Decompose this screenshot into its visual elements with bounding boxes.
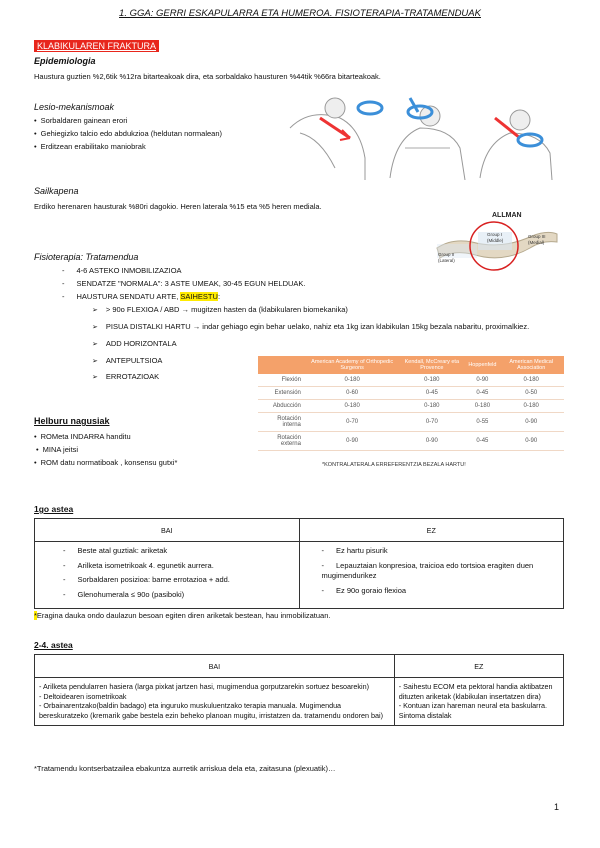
table-row: Extensión 0-60 0-45 0-45 0-50 xyxy=(258,387,564,400)
table-row: Rotación externa 0-90 0-90 0-45 0-90 xyxy=(258,432,564,451)
highlight-saihestu: SAIHESTU xyxy=(180,292,218,301)
list-item: - Arilketa pendularren hasiera (larga pixkat jartzen hasi, mugimendua gorputzarekin sortuez besoarekin) xyxy=(39,682,369,691)
lesio-list xyxy=(34,116,222,155)
group-1-label: Group I xyxy=(487,232,503,237)
list-item: - Lepauztaian konpresioa, traicioa edo tortsioa eragiten duen mugimendurikez xyxy=(322,561,556,582)
helburu-list xyxy=(34,432,177,471)
allman-diagram xyxy=(432,208,562,280)
list-item: - SENDATZE "NORMALA": 3 ASTE UMEAK, 30-45 EGUN HELDUAK. xyxy=(62,279,306,288)
helburu-heading: Helburu nagusiak xyxy=(34,416,110,426)
list-item: • MINA jeitsi xyxy=(34,445,177,454)
fisio-list xyxy=(62,266,306,305)
group-1-sub: (Middle) xyxy=(487,238,504,243)
ez-header: EZ xyxy=(299,519,564,542)
rom-header: Hoppenfeld xyxy=(466,356,498,374)
list-item: - Ez hartu pisurik xyxy=(322,546,556,557)
list-item: - HAUSTURA SENDATU ARTE, SAIHESTU: xyxy=(62,292,306,301)
list-item: - Saihestu ECOM eta pektoral handia aktibatzen dituzten ariketak (klabikulan insertatzen dira) xyxy=(398,682,553,701)
table-row: Flexión 0-180 0-180 0-90 0-180 xyxy=(258,374,564,387)
rom-header: American Academy of Orthopedic Surgeons xyxy=(307,356,397,374)
mechanism-illustration xyxy=(280,88,556,180)
list-item: - Arilketa isometrikoak 4. egunetik aurrera. xyxy=(63,561,291,572)
list-item: • ROM datu normatiboak , konsensu gutxi* xyxy=(34,458,177,467)
list-item: ➢ ANTEPULTSIOA xyxy=(92,355,562,368)
bai-header: BAI xyxy=(35,519,300,542)
list-item: - Kontuan izan hareman neural eta baskularra. Sintoma distalak xyxy=(398,701,547,721)
allman-label: ALLMAN xyxy=(492,212,522,219)
bai-header: BAI xyxy=(35,655,395,678)
sail-heading: Sailkapena xyxy=(34,186,79,196)
week2-heading: 2-4. astea xyxy=(34,640,73,650)
table-row: Rotación interna 0-70 0-70 0-55 0-90 xyxy=(258,413,564,432)
week2-note: *Tratamendu kontserbatzailea ebakuntza aurretik arriskua dela eta, zaitasuna (plexuatik)… xyxy=(34,764,336,773)
impact-ring-icon xyxy=(358,102,382,114)
ez-header: EZ xyxy=(394,655,563,678)
list-item: • Sorbaldaren gainean erori xyxy=(34,116,222,125)
table-row: Abducción 0-180 0-180 0-180 0-180 xyxy=(258,400,564,413)
fisio-heading: Fisioterapia: Tratamendua xyxy=(34,252,139,262)
page-number: 1 xyxy=(554,802,560,812)
list-item: - Orbainarentzako(baldin badago) eta inguruko muskuluentzako terapia manuala. Mugimendua bereskuratzeko (kremarik gabe bestela ezin beheko planoan mugitu, irristatzen da. tratamendu ondoren bai) xyxy=(39,701,383,721)
epid-heading: Epidemiologia xyxy=(34,56,96,66)
rom-header xyxy=(258,356,307,374)
week2-table xyxy=(34,654,564,726)
section-tag: KLABIKULAREN FRAKTURA xyxy=(34,40,159,52)
sail-text: Erdiko herenaren hausturak %80ri dagokio. Heren laterala %15 eta %5 heren mediala. xyxy=(34,202,322,211)
week1-ez-list xyxy=(322,546,556,596)
list-item: ➢ PISUA DISTALKI HARTU → indar gehiago egin behar uelako, nahiz eta 1kg izan klabikulan 15kg bezala nabaritu, proximalkiez. xyxy=(92,321,562,334)
list-item: • ROMeta INDARRA handitu xyxy=(34,432,177,441)
epid-text: Haustura guztien %2,6tik %12ra bitarteakoak dira, eta sorbaldako hausturen %44tik %66ra bitarteakoak. xyxy=(34,72,381,81)
group-2-sub: (Lateral) xyxy=(438,258,455,263)
lesio-heading: Lesio-mekanismoak xyxy=(34,102,115,112)
group-3-label: Group III xyxy=(528,234,546,239)
list-item: - Sorbaldaren posizioa: barne errotazioa + add. xyxy=(63,575,291,586)
rom-header: Kendall, McCreary eta Provence xyxy=(397,356,466,374)
group-3-sub: (Medial) xyxy=(528,240,545,245)
list-item: ➢ ERROTAZIOAK xyxy=(92,371,562,384)
list-item: - Ez 90o goraio flexioa xyxy=(322,586,556,597)
week1-heading: 1go astea xyxy=(34,504,74,514)
list-item: - Glenohumerala ≤ 90o (pasiboki) xyxy=(63,590,291,601)
list-item: - Deltoidearen isometrikoak xyxy=(39,691,127,701)
group-2-label: Group II xyxy=(438,252,455,257)
week1-table xyxy=(34,518,564,609)
figure-3 xyxy=(480,110,552,180)
list-item: - Beste atal guztiak: ariketak xyxy=(63,546,291,557)
page-title: 1. GGA: GERRI ESKAPULARRA ETA HUMEROA. FISIOTERAPIA-TRATAMENDUAK xyxy=(119,8,481,19)
list-item: • Gehiegizko talcio edo abdukzioa (heldutan normalean) xyxy=(34,129,222,138)
week1-note: *Eragina dauka ondo daulazun besoan egiten diren ariketak bestean, hau inmobilizatuan. xyxy=(34,611,331,620)
haustura-text: HAUSTURA SENDATU ARTE, xyxy=(76,292,181,301)
rom-note: *KONTRALATERALA ERREFERENTZIA BEZALA HARTU! xyxy=(322,462,466,468)
week2-ez-cell xyxy=(394,678,563,726)
list-item: • Erditzean erabilitako maniobrak xyxy=(34,142,222,151)
list-item: ➢ ADD HORIZONTALA xyxy=(92,338,562,351)
rom-header: American Medical Association xyxy=(498,356,564,374)
list-item: - 4-6 ASTEKO INMOBILIZAZIOA xyxy=(62,266,306,275)
rom-table xyxy=(258,356,564,451)
list-item: ➢ > 90o FLEXIOA / ABD → mugitzen hasten da (klabikularen biomekanika) xyxy=(92,304,562,317)
week2-bai-cell xyxy=(35,678,395,726)
figure-1 xyxy=(290,98,365,180)
week1-bai-list xyxy=(63,546,291,600)
